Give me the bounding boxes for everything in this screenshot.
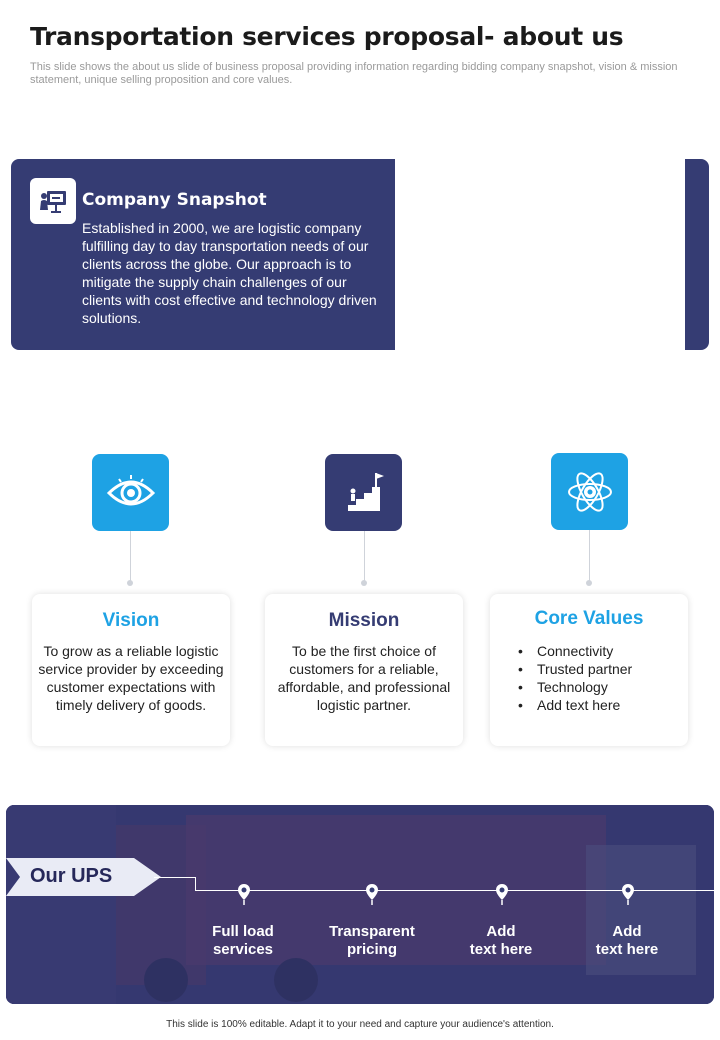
mission-connector [364,531,365,581]
presentation-board-icon [30,178,76,224]
vision-title: Vision [102,610,160,631]
atom-gear-icon [551,453,628,530]
list-item: • Trusted partner [518,660,688,678]
ups-item [567,923,687,959]
ups-item-line2: text here [595,941,659,958]
company-snapshot-card [11,159,395,350]
location-pin-icon [621,883,635,905]
ups-item-line1: Add [612,923,642,940]
snapshot-body: Established in 2000, we are logistic company fulfilling day to day transportation needs of our clients across the globe. Our approach is to mitigate the supply chain challenges of our clients with cost effective and technology driven solutions. [82,220,377,326]
vision-connector [130,531,131,581]
mission-connector-dot [361,580,367,586]
snapshot-accent-strip [685,159,709,350]
snapshot-heading: Company Snapshot [82,190,267,210]
mission-card [265,594,463,746]
ups-item [441,923,561,959]
list-item: • Add text here [518,696,688,714]
ups-timeline-line [195,890,714,891]
location-pin-icon [237,883,251,905]
page-subtitle: This slide shows the about us slide of business proposal providing information regarding bidding company snapshot, vision & mission statement, unique selling proposition and core values. [30,61,678,86]
list-item: • Technology [518,678,688,696]
ups-overlay [6,805,714,1004]
vision-card [32,594,230,746]
core-values-title: Core Values [534,608,644,629]
ups-label: Our UPS [30,865,113,887]
mission-title: Mission [328,610,400,631]
ups-line-step [195,877,196,890]
ups-item [312,923,432,959]
ups-item-line1: Full load [212,923,274,940]
ups-item-line1: Add [486,923,516,940]
ups-item-line2: pricing [346,941,397,958]
core-values-connector [589,530,590,581]
eye-icon [92,454,169,531]
ups-item-line2: services [212,941,274,958]
ups-item [183,923,303,959]
vision-connector-dot [127,580,133,586]
core-values-connector-dot [586,580,592,586]
stairs-flag-icon [325,454,402,531]
core-values-card [490,594,688,746]
ups-item-line1: Transparent [329,923,415,940]
ups-banner [6,805,714,1004]
location-pin-icon [495,883,509,905]
page-title: Transportation services proposal- about us [30,22,624,51]
mission-text: To be the first choice of customers for a reliable, affordable, and professional logistic partner. [277,643,451,713]
ups-line-segment [154,877,196,878]
list-item: • Connectivity [518,642,688,660]
ups-item-line2: text here [469,941,533,958]
vision-text: To grow as a reliable logistic service provider by exceeding customer expectations with timely delivery of goods. [38,643,224,713]
core-values-list [518,642,688,714]
footer-note: This slide is 100% editable. Adapt it to your need and capture your audience's attention. [166,1019,554,1030]
location-pin-icon [365,883,379,905]
